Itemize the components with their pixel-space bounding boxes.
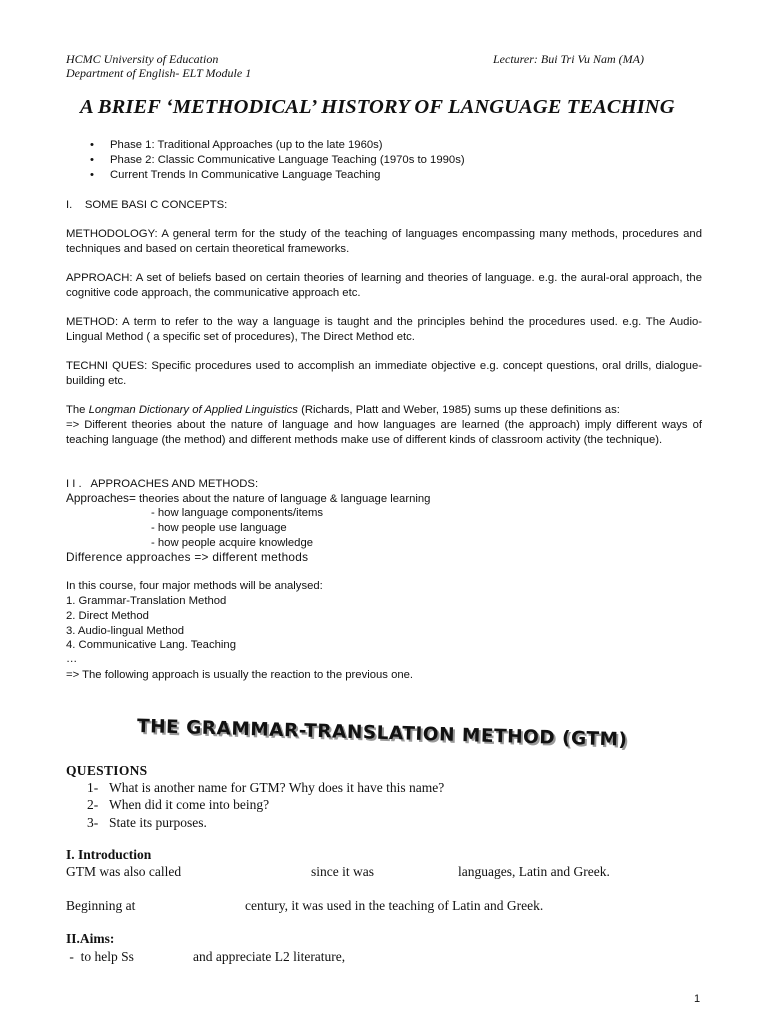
gtm-title: THE GRAMMAR-TRANSLATION METHOD (GTM) <box>136 716 628 751</box>
term-text: A general term for the study of the teaching of languages encompassing many methods, procedures and techniques and based on certain theoretical frameworks. <box>66 228 702 255</box>
approaches-definition <box>66 491 430 507</box>
question-text: State its purposes. <box>109 815 207 830</box>
intro-text-part: Beginning at <box>66 898 136 913</box>
aims-text-part: - to help Ss <box>66 949 134 964</box>
ellipsis: … <box>66 653 78 665</box>
term-text: A set of beliefs based on certain theories of learning and theories of language. e.g. the aural-oral approach, the cognitive code approach, the communicative approach etc. <box>66 272 702 299</box>
questions-heading: QUESTIONS <box>66 763 148 778</box>
definition-approach <box>66 271 702 301</box>
question-text: When did it come into being? <box>109 797 270 812</box>
longman-summary: => Different theories about the nature of language and how languages are learned (the approach) imply different ways of teaching language (the method) and different methods make use of different kinds of classroom activity (the technique). <box>66 419 702 446</box>
page-number: 1 <box>694 993 701 1005</box>
longman-post: (Richards, Platt and Weber, 1985) sums up these definitions as: <box>297 404 620 416</box>
term-label: TECHNI QUES: <box>66 360 148 372</box>
method-item: 4. Communicative Lang. Teaching <box>66 639 236 651</box>
section-heading-basic-concepts: I. SOME BASI C CONCEPTS: <box>66 199 228 211</box>
course-intro: In this course, four major methods will be analysed: <box>66 580 323 592</box>
term-label: METHODOLOGY: <box>66 228 158 240</box>
approaches-def: theories about the nature of language & language learning <box>135 493 431 505</box>
intro-text-part: languages, Latin and Greek. <box>458 864 610 879</box>
longman-definition <box>66 403 702 448</box>
intro-text-part: since it was <box>311 864 374 879</box>
header-department: Department of English- ELT Module 1 <box>66 66 252 80</box>
approach-sub-item: - how language components/items <box>151 507 324 519</box>
intro-text-part: GTM was also called <box>66 864 182 879</box>
definition-method <box>66 315 702 345</box>
difference-note: Difference approaches => different methods <box>66 550 309 564</box>
method-item: 2. Direct Method <box>66 610 149 622</box>
definition-methodology <box>66 227 702 257</box>
list-item: • Current Trends In Communicative Language Teaching <box>86 168 586 183</box>
header-lecturer: Lecturer: Bui Tri Vu Nam (MA) <box>493 52 644 66</box>
section-heading-approaches-methods: I I . APPROACHES AND METHODS: <box>66 478 259 490</box>
term-label: APPROACH: <box>66 272 133 284</box>
aims-heading: II.Aims: <box>66 931 115 946</box>
method-item: 1. Grammar-Translation Method <box>66 595 227 607</box>
page-title: A BRIEF ‘METHODICAL’ HISTORY OF LANGUAGE TEACHING <box>80 96 675 118</box>
term-label: METHOD: <box>66 316 119 328</box>
intro-heading: I. Introduction <box>66 847 152 862</box>
question-text: What is another name for GTM? Why does it have this name? <box>109 780 445 795</box>
question-number: 2- <box>87 797 99 812</box>
approaches-label: Approaches= <box>66 491 136 505</box>
approach-sub-item: - how people acquire knowledge <box>151 537 314 549</box>
list-item: • Phase 1: Traditional Approaches (up to the late 1960s) <box>86 138 586 153</box>
approach-sub-item: - how people use language <box>151 522 287 534</box>
list-item: • Phase 2: Classic Communicative Language Teaching (1970s to 1990s) <box>86 153 586 168</box>
reaction-note: => The following approach is usually the reaction to the previous one. <box>66 669 414 681</box>
phases-list <box>86 138 586 183</box>
book-title: Longman Dictionary of Applied Linguistics <box>88 404 298 416</box>
header-institution: HCMC University of Education <box>66 52 219 66</box>
question-number: 3- <box>87 815 99 830</box>
longman-pre: The <box>66 404 89 416</box>
term-text: Specific procedures used to accomplish an immediate objective e.g. concept questions, oral drills, dialogue-building etc. <box>66 360 702 387</box>
definition-techniques <box>66 359 702 389</box>
intro-text-part: century, it was used in the teaching of Latin and Greek. <box>245 898 544 913</box>
question-number: 1- <box>87 780 99 795</box>
method-item: 3. Audio-lingual Method <box>66 625 185 637</box>
aims-text-part: and appreciate L2 literature, <box>193 949 346 964</box>
term-text: A term to refer to the way a language is taught and the principles behind the procedures used. e.g. The Audio-Lingual Method ( a specific set of procedures), The Direct Method etc. <box>66 316 702 343</box>
